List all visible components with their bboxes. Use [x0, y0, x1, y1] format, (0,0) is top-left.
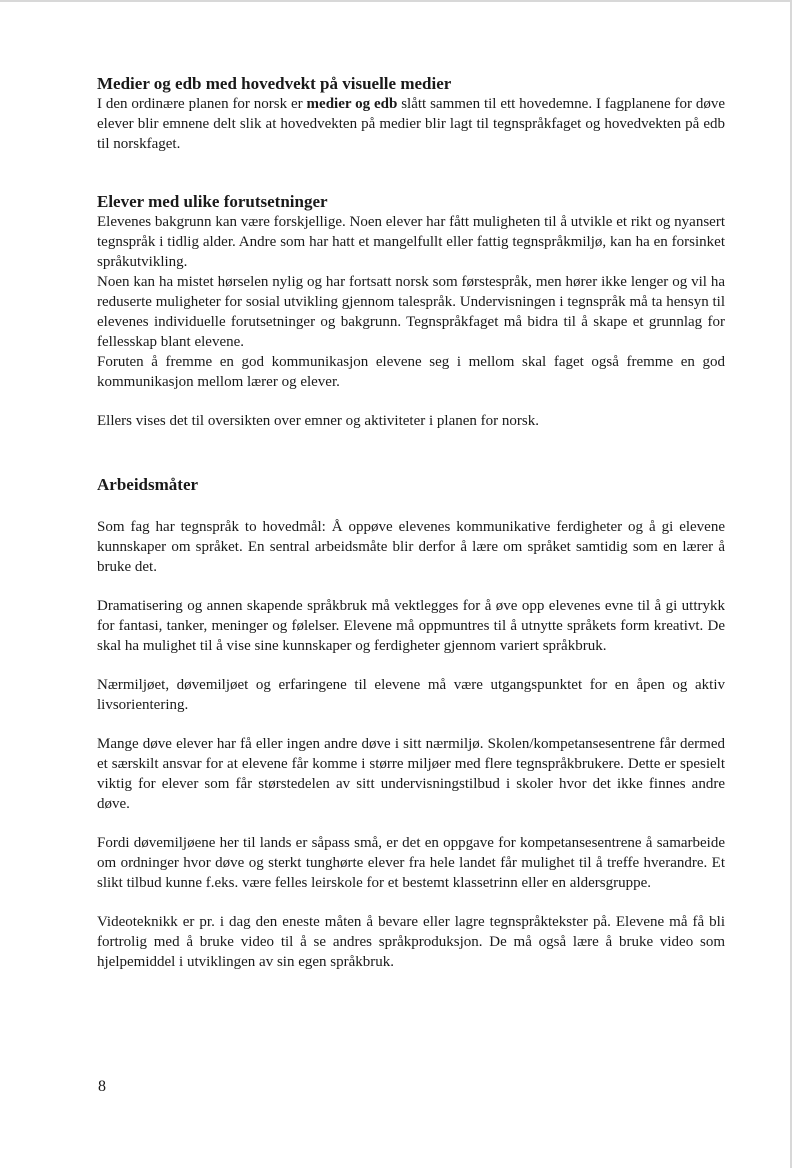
paragraph-naermiljoet: Nærmiljøet, døvemiljøet og erfaringene til elevene må være utgangspunktet for en åpen og aktiv livsorientering. — [97, 677, 725, 713]
heading-medier-og-edb: Medier og edb med hovedvekt på visuelle medier — [97, 74, 452, 93]
paragraph-dramatisering: Dramatisering og annen skapende språkbruk må vektlegges for å øve opp elevenes evne til å gi uttrykk for fantasi, tanker, meninger og følelser. Elevene må oppmuntres til å utnytte språkets form kreativt. De skal ha mulighet til å vise sine kunnskaper og ferdigheter gjennom variert språkbruk. — [97, 598, 725, 654]
paragraph-bakgrunn: Elevenes bakgrunn kan være forskjellige. Noen elever har fått muligheten til å utvikle et rikt og nyansert tegnspråk i tidlig alder. Andre som har hatt et mangelfullt eller fattig tegnspråkmiljø, kan ha en forsinket språkutvikling. — [97, 214, 725, 270]
document-page — [97, 74, 725, 972]
paragraph-text: slått sammen til ett hovedemne. I fagplanene for døve elever blir emnene delt slik at hovedvekten på medier blir lagt til tegnspråkfaget og hovedvekten på edb til norskfaget. — [97, 96, 725, 152]
bold-term: medier og edb — [306, 96, 398, 112]
paragraph-horselen: Noen kan ha mistet hørselen nylig og har fortsatt norsk som førstespråk, men hører ikke lenger og vil ha reduserte muligheter for sosial utvikling gjennom talespråk. Undervisningen i tegnspråk må ta hensyn til elevenes individuelle forutsetninger og bakgrunn. Tegnspråkfaget må bidra til å skape et grunnlag for fellesskap blant elevene. — [97, 274, 725, 350]
paragraph-mange-dove: Mange døve elever har få eller ingen andre døve i sitt nærmiljø. Skolen/kompetansesentrene får dermed et særskilt ansvar for at elevene får komme i større miljøer med flere tegnspråkbrukere. Dette er spesielt viktig for elever som får størstedelen av sitt undervisningstilbud i skoler hvor det ikke finnes andre døve. — [97, 736, 725, 812]
paragraph-kommunikasjon: Foruten å fremme en god kommunikasjon elevene seg i mellom skal faget også fremme en god kommunikasjon mellom lærer og elever. — [97, 354, 725, 390]
paragraph-hovedmal: Som fag har tegnspråk to hovedmål: Å oppøve elevenes kommunikative ferdigheter og å gi elevene kunnskaper om språket. En sentral arbeidsmåte blir derfor å lære om språket samtidig som en lærer å bruke det. — [97, 519, 725, 575]
paragraph-medier-og-edb — [97, 94, 725, 154]
scan-edge-top — [0, 0, 792, 2]
paragraph-oversikten: Ellers vises det til oversikten over emner og aktiviteter i planen for norsk. — [97, 413, 539, 429]
heading-elever-med-ulike-forutsetninger: Elever med ulike forutsetninger — [97, 192, 328, 211]
paragraph-dovemiljoene: Fordi døvemiljøene her til lands er såpass små, er det en oppgave for kompetansesentrene å samarbeide om ordninger hvor døve og sterkt tunghørte elever fra hele landet får mulighet til å treffe hverandre. Et slikt tilbud kunne f.eks. være felles leirskole for et bestemt klassetrinn eller en aldersgruppe. — [97, 835, 725, 891]
paragraph-videoteknikk: Videoteknikk er pr. i dag den eneste måten å bevare eller lagre tegnspråktekster på. Elevene må få bli fortrolig med å bruke video til å se andres språkproduksjon. De må også lære å bruke video som hjelpemiddel i utviklingen av sin egen språkbruk. — [97, 914, 725, 970]
paragraph-text: I den ordinære planen for norsk er — [97, 96, 307, 112]
heading-arbeidsmater: Arbeidsmåter — [97, 475, 199, 494]
page-number: 8 — [98, 1078, 106, 1095]
